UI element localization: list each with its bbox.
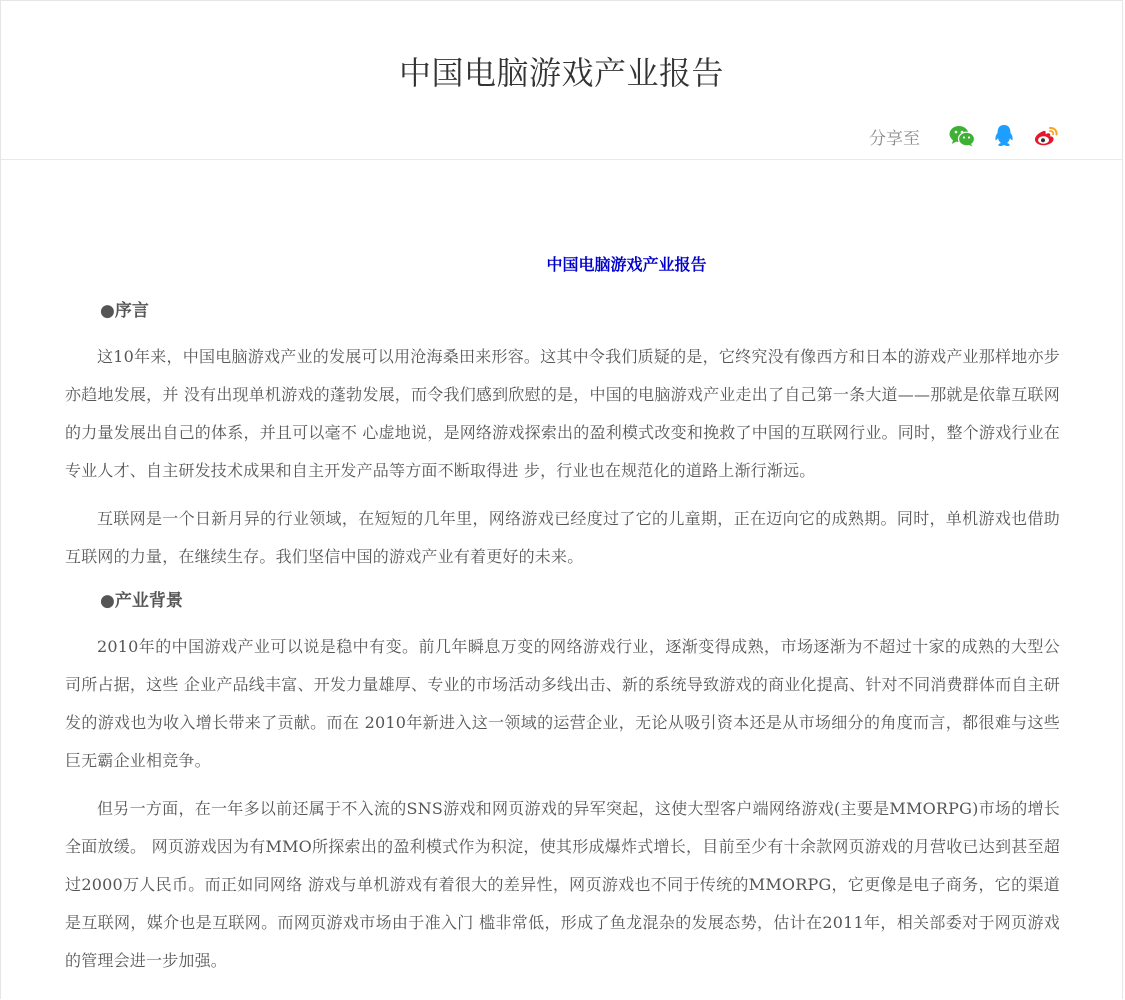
section-heading-background: ●产业背景 [100, 591, 183, 611]
header [1, 1, 1122, 160]
article-title: 中国电脑游戏产业报告 [546, 255, 707, 274]
paragraph: 这10年来，中国电脑游戏产业的发展可以用沧海桑田来形容。这其中令我们质疑的是，它终究没有像西方和日本的游戏产业那样地亦步亦趋地发展，并 没有出现单机游戏的蓬勃发展，而令我们感到欣慰的是，中国的电脑游戏产业走出了自己第一条大道——那就是依靠互联网的力量发展出自己的体系，并且可以毫不 心虚地说，是网络游戏探索出的盈利模式改变和挽救了中国的互联网行业。同时，整个游戏行业在专业人才、自主研发技术成果和自主开发产品等方面不断取得进 步，行业也在规范化的道路上渐行渐远。 [65, 347, 1060, 480]
weibo-icon[interactable] [1032, 122, 1060, 150]
share-bar [869, 121, 1060, 151]
paragraph: 但另一方面，在一年多以前还属于不入流的SNS游戏和网页游戏的异军突起，这使大型客户端网络游戏(主要是MMORPG)市场的增长全面放缓。 网页游戏因为有MMO所探索出的盈利模式作为积淀，使其形成爆炸式增长，目前至少有十余款网页游戏的月营收已达到甚至超过2000万人民币。而正如同网络 游戏与单机游戏有着很大的差异性，网页游戏也不同于传统的MMORPG，它更像是电子商务，它的渠道是互联网，媒介也是互联网。而网页游戏市场由于准入门 槛非常低，形成了鱼龙混杂的发展态势，估计在2011年，相关部委对于网页游戏的管理会进一步加强。 [65, 799, 1060, 970]
section-heading-preface: ●序言 [100, 301, 149, 321]
page-title: 中国电脑游戏产业报告 [398, 54, 724, 92]
share-label: 分享至 [869, 128, 920, 149]
article-body [1, 252, 1122, 980]
wechat-icon[interactable] [948, 122, 976, 150]
paragraph: 2010年的中国游戏产业可以说是稳中有变。前几年瞬息万变的网络游戏行业，逐渐变得成熟，市场逐渐为不超过十家的成熟的大型公司所占据，这些 企业产品线丰富、开发力量雄厚、专业的市场活动多线出击、新的系统导致游戏的商业化提高、针对不同消费群体而自主研发的游戏也为收入增长带来了贡献。而在 2010年新进入这一领域的运营企业，无论从吸引资本还是从市场细分的角度而言，都很难与这些巨无霸企业相竞争。 [65, 637, 1060, 770]
qq-icon[interactable] [990, 122, 1018, 150]
paragraph: 互联网是一个日新月异的行业领域，在短短的几年里，网络游戏已经度过了它的儿童期，正在迈向它的成熟期。同时，单机游戏也借助互联网的力量，在继续生存。我们坚信中国的游戏产业有着更好的未来。 [65, 509, 1060, 566]
